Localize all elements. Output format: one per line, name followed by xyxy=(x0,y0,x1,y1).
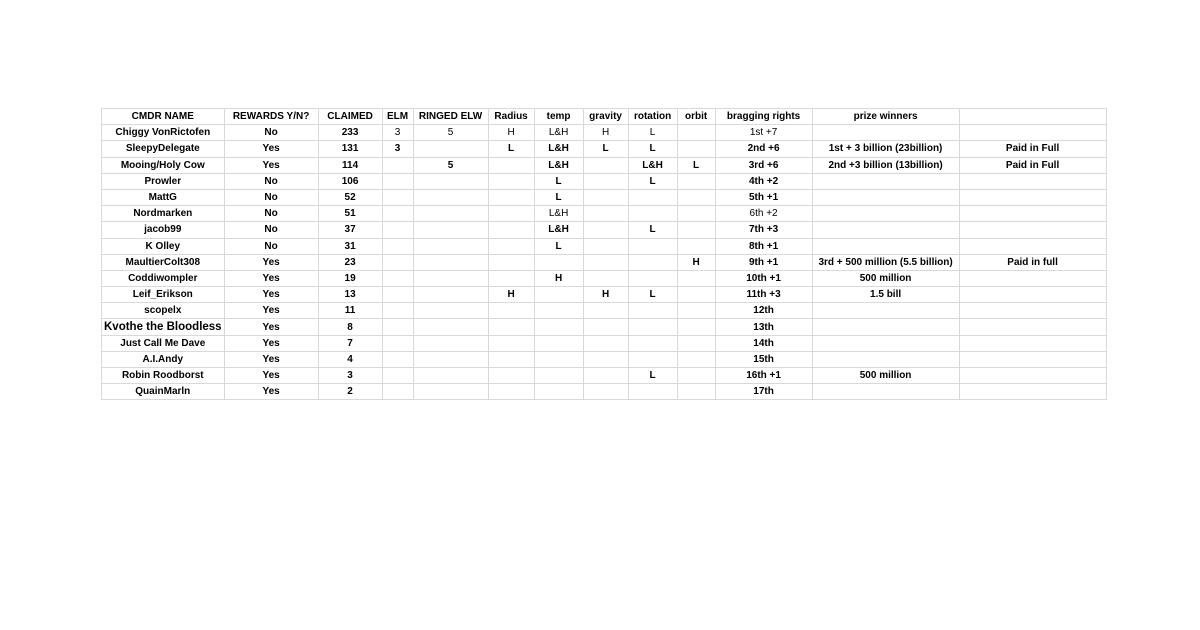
paid-status-cell[interactable] xyxy=(959,287,1106,303)
table-body xyxy=(102,125,1107,400)
cmdr-name-cell[interactable]: Just Call Me Dave xyxy=(102,335,225,351)
elm-cell[interactable] xyxy=(382,157,413,173)
rewards-cell[interactable]: Yes xyxy=(224,368,318,384)
claimed-cell[interactable]: 131 xyxy=(318,141,382,157)
gravity-cell[interactable] xyxy=(583,238,628,254)
rotation-cell[interactable] xyxy=(628,238,677,254)
ringed-elw-cell[interactable] xyxy=(413,206,488,222)
rotation-cell[interactable]: L xyxy=(628,222,677,238)
rewards-cell[interactable]: No xyxy=(224,222,318,238)
prize-winners-cell[interactable] xyxy=(812,125,959,141)
header-cmdr-name[interactable]: CMDR NAME xyxy=(102,109,225,125)
cmdr-name-cell[interactable]: jacob99 xyxy=(102,222,225,238)
cmdr-name-cell[interactable]: Nordmarken xyxy=(102,206,225,222)
table-row xyxy=(102,157,1107,173)
orbit-cell[interactable] xyxy=(677,384,715,400)
table-row xyxy=(102,368,1107,384)
claimed-cell[interactable]: 19 xyxy=(318,270,382,286)
gravity-cell[interactable]: H xyxy=(583,287,628,303)
orbit-cell[interactable] xyxy=(677,206,715,222)
bragging-rights-cell[interactable]: 12th xyxy=(715,303,812,319)
orbit-cell[interactable] xyxy=(677,335,715,351)
rotation-cell[interactable]: L xyxy=(628,125,677,141)
table-row xyxy=(102,351,1107,367)
elm-cell[interactable] xyxy=(382,335,413,351)
temp-cell[interactable] xyxy=(534,384,583,400)
claimed-cell[interactable]: 31 xyxy=(318,238,382,254)
claimed-cell[interactable]: 7 xyxy=(318,335,382,351)
temp-cell[interactable]: L&H xyxy=(534,222,583,238)
orbit-cell[interactable] xyxy=(677,222,715,238)
ringed-elw-cell[interactable] xyxy=(413,384,488,400)
table-row xyxy=(102,270,1107,286)
paid-status-cell[interactable] xyxy=(959,368,1106,384)
rewards-cell[interactable]: Yes xyxy=(224,287,318,303)
temp-cell[interactable] xyxy=(534,335,583,351)
temp-cell[interactable]: L&H xyxy=(534,206,583,222)
claimed-cell[interactable]: 52 xyxy=(318,189,382,205)
ringed-elw-cell[interactable] xyxy=(413,351,488,367)
table-row xyxy=(102,287,1107,303)
temp-cell[interactable] xyxy=(534,287,583,303)
bragging-rights-cell[interactable]: 6th +2 xyxy=(715,206,812,222)
ringed-elw-cell[interactable] xyxy=(413,189,488,205)
prize-winners-cell[interactable] xyxy=(812,319,959,335)
elm-cell[interactable] xyxy=(382,222,413,238)
cmdr-name-cell[interactable]: Leif_Erikson xyxy=(102,287,225,303)
prize-winners-cell[interactable] xyxy=(812,206,959,222)
rewards-cell[interactable]: Yes xyxy=(224,384,318,400)
rotation-cell[interactable]: L xyxy=(628,287,677,303)
bragging-rights-cell[interactable]: 5th +1 xyxy=(715,189,812,205)
rotation-cell[interactable] xyxy=(628,351,677,367)
elm-cell[interactable] xyxy=(382,384,413,400)
paid-status-cell[interactable] xyxy=(959,335,1106,351)
prize-winners-cell[interactable] xyxy=(812,238,959,254)
claimed-cell[interactable]: 3 xyxy=(318,368,382,384)
elm-cell[interactable] xyxy=(382,319,413,335)
table-row xyxy=(102,319,1107,335)
gravity-cell[interactable]: L xyxy=(583,141,628,157)
gravity-cell[interactable] xyxy=(583,384,628,400)
ringed-elw-cell[interactable] xyxy=(413,173,488,189)
header-radius[interactable]: Radius xyxy=(488,109,534,125)
ringed-elw-cell[interactable] xyxy=(413,335,488,351)
bragging-rights-cell[interactable]: 13th xyxy=(715,319,812,335)
bragging-rights-cell[interactable]: 10th +1 xyxy=(715,270,812,286)
rotation-cell[interactable]: L xyxy=(628,173,677,189)
cmdr-name-cell[interactable]: MattG xyxy=(102,189,225,205)
radius-cell[interactable] xyxy=(488,157,534,173)
orbit-cell[interactable] xyxy=(677,270,715,286)
header-bragging-rights[interactable]: bragging rights xyxy=(715,109,812,125)
radius-cell[interactable] xyxy=(488,368,534,384)
paid-status-cell[interactable] xyxy=(959,125,1106,141)
table-row xyxy=(102,384,1107,400)
elm-cell[interactable] xyxy=(382,351,413,367)
ringed-elw-cell[interactable] xyxy=(413,141,488,157)
radius-cell[interactable] xyxy=(488,303,534,319)
ringed-elw-cell[interactable] xyxy=(413,303,488,319)
claimed-cell[interactable]: 37 xyxy=(318,222,382,238)
paid-status-cell[interactable]: Paid in Full xyxy=(959,157,1106,173)
table-row xyxy=(102,335,1107,351)
ringed-elw-cell[interactable] xyxy=(413,270,488,286)
claimed-cell[interactable]: 51 xyxy=(318,206,382,222)
paid-status-cell[interactable] xyxy=(959,303,1106,319)
orbit-cell[interactable] xyxy=(677,287,715,303)
paid-status-cell[interactable] xyxy=(959,319,1106,335)
orbit-cell[interactable] xyxy=(677,351,715,367)
elm-cell[interactable] xyxy=(382,206,413,222)
elm-cell[interactable] xyxy=(382,173,413,189)
rotation-cell[interactable] xyxy=(628,206,677,222)
bragging-rights-cell[interactable]: 8th +1 xyxy=(715,238,812,254)
elm-cell[interactable]: 3 xyxy=(382,125,413,141)
bragging-rights-cell[interactable]: 2nd +6 xyxy=(715,141,812,157)
table-row xyxy=(102,206,1107,222)
cmdr-name-cell[interactable]: Robin Roodborst xyxy=(102,368,225,384)
gravity-cell[interactable] xyxy=(583,368,628,384)
rotation-cell[interactable] xyxy=(628,303,677,319)
prize-winners-cell[interactable]: 500 million xyxy=(812,270,959,286)
rewards-cell[interactable]: Yes xyxy=(224,335,318,351)
rotation-cell[interactable] xyxy=(628,319,677,335)
ringed-elw-cell[interactable] xyxy=(413,238,488,254)
rewards-cell[interactable]: No xyxy=(224,189,318,205)
table-row xyxy=(102,141,1107,157)
elm-cell[interactable] xyxy=(382,287,413,303)
prize-winners-cell[interactable] xyxy=(812,384,959,400)
cmdr-name-cell[interactable]: K Olley xyxy=(102,238,225,254)
header-ringed-elw[interactable]: RINGED ELW xyxy=(413,109,488,125)
gravity-cell[interactable] xyxy=(583,206,628,222)
radius-cell[interactable] xyxy=(488,254,534,270)
cmdr-name-cell[interactable]: SleepyDelegate xyxy=(102,141,225,157)
header-row-group xyxy=(102,109,1107,125)
radius-cell[interactable]: H xyxy=(488,287,534,303)
temp-cell[interactable]: L&H xyxy=(534,125,583,141)
cmdr-name-cell[interactable]: Prowler xyxy=(102,173,225,189)
spreadsheet-table xyxy=(101,108,1107,400)
bragging-rights-cell[interactable]: 3rd +6 xyxy=(715,157,812,173)
paid-status-cell[interactable]: Paid in Full xyxy=(959,141,1106,157)
radius-cell[interactable] xyxy=(488,206,534,222)
cmdr-name-cell[interactable]: scopelx xyxy=(102,303,225,319)
radius-cell[interactable] xyxy=(488,335,534,351)
radius-cell[interactable]: H xyxy=(488,125,534,141)
gravity-cell[interactable] xyxy=(583,335,628,351)
rewards-cell[interactable]: Yes xyxy=(224,157,318,173)
prize-winners-cell[interactable] xyxy=(812,335,959,351)
header-prize-winners[interactable]: prize winners xyxy=(812,109,959,125)
elm-cell[interactable] xyxy=(382,270,413,286)
header-rotation[interactable]: rotation xyxy=(628,109,677,125)
ringed-elw-cell[interactable] xyxy=(413,254,488,270)
orbit-cell[interactable] xyxy=(677,141,715,157)
gravity-cell[interactable] xyxy=(583,270,628,286)
rewards-cell[interactable]: Yes xyxy=(224,319,318,335)
elm-cell[interactable] xyxy=(382,189,413,205)
cmdr-name-cell[interactable]: Kvothe the Bloodless xyxy=(102,319,225,335)
gravity-cell[interactable] xyxy=(583,189,628,205)
orbit-cell[interactable] xyxy=(677,319,715,335)
ringed-elw-cell[interactable] xyxy=(413,222,488,238)
orbit-cell[interactable] xyxy=(677,303,715,319)
claimed-cell[interactable]: 114 xyxy=(318,157,382,173)
ringed-elw-cell[interactable]: 5 xyxy=(413,125,488,141)
prize-winners-cell[interactable] xyxy=(812,222,959,238)
rewards-cell[interactable]: Yes xyxy=(224,141,318,157)
orbit-cell[interactable] xyxy=(677,368,715,384)
table-row xyxy=(102,254,1107,270)
claimed-cell[interactable]: 4 xyxy=(318,351,382,367)
temp-cell[interactable]: L xyxy=(534,189,583,205)
radius-cell[interactable] xyxy=(488,173,534,189)
bragging-rights-cell[interactable]: 9th +1 xyxy=(715,254,812,270)
radius-cell[interactable] xyxy=(488,384,534,400)
prize-winners-cell[interactable] xyxy=(812,189,959,205)
paid-status-cell[interactable] xyxy=(959,189,1106,205)
paid-status-cell[interactable] xyxy=(959,238,1106,254)
temp-cell[interactable] xyxy=(534,368,583,384)
gravity-cell[interactable]: H xyxy=(583,125,628,141)
bragging-rights-cell[interactable]: 11th +3 xyxy=(715,287,812,303)
prize-winners-cell[interactable] xyxy=(812,303,959,319)
paid-status-cell[interactable] xyxy=(959,270,1106,286)
header-gravity[interactable]: gravity xyxy=(583,109,628,125)
prize-winners-cell[interactable]: 500 million xyxy=(812,368,959,384)
radius-cell[interactable] xyxy=(488,189,534,205)
bragging-rights-cell[interactable]: 16th +1 xyxy=(715,368,812,384)
rotation-cell[interactable]: L xyxy=(628,141,677,157)
orbit-cell[interactable]: H xyxy=(677,254,715,270)
temp-cell[interactable]: L xyxy=(534,238,583,254)
table-row xyxy=(102,173,1107,189)
elm-cell[interactable] xyxy=(382,238,413,254)
rotation-cell[interactable] xyxy=(628,384,677,400)
claimed-cell[interactable]: 106 xyxy=(318,173,382,189)
ringed-elw-cell[interactable] xyxy=(413,319,488,335)
temp-cell[interactable]: L&H xyxy=(534,141,583,157)
gravity-cell[interactable] xyxy=(583,157,628,173)
bragging-rights-cell[interactable]: 17th xyxy=(715,384,812,400)
orbit-cell[interactable] xyxy=(677,125,715,141)
header-blank[interactable] xyxy=(959,109,1106,125)
orbit-cell[interactable] xyxy=(677,189,715,205)
table-row xyxy=(102,238,1107,254)
rewards-cell[interactable]: No xyxy=(224,238,318,254)
orbit-cell[interactable] xyxy=(677,173,715,189)
bragging-rights-cell[interactable]: 15th xyxy=(715,351,812,367)
ringed-elw-cell[interactable] xyxy=(413,287,488,303)
claimed-cell[interactable]: 11 xyxy=(318,303,382,319)
elm-cell[interactable] xyxy=(382,303,413,319)
elm-cell[interactable] xyxy=(382,254,413,270)
rewards-cell[interactable]: No xyxy=(224,206,318,222)
paid-status-cell[interactable] xyxy=(959,222,1106,238)
claimed-cell[interactable]: 233 xyxy=(318,125,382,141)
header-claimed[interactable]: CLAIMED xyxy=(318,109,382,125)
cmdr-name-cell[interactable]: MaultierColt308 xyxy=(102,254,225,270)
gravity-cell[interactable] xyxy=(583,319,628,335)
gravity-cell[interactable] xyxy=(583,254,628,270)
rotation-cell[interactable] xyxy=(628,254,677,270)
rotation-cell[interactable]: L&H xyxy=(628,157,677,173)
rewards-cell[interactable]: Yes xyxy=(224,254,318,270)
prize-winners-cell[interactable] xyxy=(812,173,959,189)
radius-cell[interactable]: L xyxy=(488,141,534,157)
table-row xyxy=(102,189,1107,205)
bragging-rights-cell[interactable]: 1st +7 xyxy=(715,125,812,141)
temp-cell[interactable] xyxy=(534,254,583,270)
elm-cell[interactable]: 3 xyxy=(382,141,413,157)
radius-cell[interactable] xyxy=(488,351,534,367)
paid-status-cell[interactable] xyxy=(959,351,1106,367)
rewards-cell[interactable]: Yes xyxy=(224,270,318,286)
cmdr-name-cell[interactable]: QuainMarln xyxy=(102,384,225,400)
gravity-cell[interactable] xyxy=(583,303,628,319)
claimed-cell[interactable]: 23 xyxy=(318,254,382,270)
table-row xyxy=(102,222,1107,238)
header-elm[interactable]: ELM xyxy=(382,109,413,125)
table-row xyxy=(102,125,1107,141)
claimed-cell[interactable]: 13 xyxy=(318,287,382,303)
prize-winners-cell[interactable]: 2nd +3 billion (13billion) xyxy=(812,157,959,173)
rotation-cell[interactable]: L xyxy=(628,368,677,384)
radius-cell[interactable] xyxy=(488,222,534,238)
header-row xyxy=(102,109,1107,125)
radius-cell[interactable] xyxy=(488,238,534,254)
table-row xyxy=(102,303,1107,319)
rewards-cell[interactable]: Yes xyxy=(224,351,318,367)
cmdr-name-cell[interactable]: Chiggy VonRictofen xyxy=(102,125,225,141)
radius-cell[interactable] xyxy=(488,319,534,335)
rewards-cell[interactable]: No xyxy=(224,173,318,189)
paid-status-cell[interactable] xyxy=(959,173,1106,189)
cmdr-name-cell[interactable]: Coddiwompler xyxy=(102,270,225,286)
radius-cell[interactable] xyxy=(488,270,534,286)
bragging-rights-cell[interactable]: 14th xyxy=(715,335,812,351)
cmdr-name-cell[interactable]: Mooing/Holy Cow xyxy=(102,157,225,173)
temp-cell[interactable]: L xyxy=(534,173,583,189)
temp-cell[interactable] xyxy=(534,351,583,367)
prize-winners-cell[interactable]: 3rd + 500 million (5.5 billion) xyxy=(812,254,959,270)
temp-cell[interactable]: L&H xyxy=(534,157,583,173)
orbit-cell[interactable] xyxy=(677,238,715,254)
temp-cell[interactable] xyxy=(534,303,583,319)
ringed-elw-cell[interactable]: 5 xyxy=(413,157,488,173)
paid-status-cell[interactable]: Paid in full xyxy=(959,254,1106,270)
temp-cell[interactable]: H xyxy=(534,270,583,286)
gravity-cell[interactable] xyxy=(583,222,628,238)
paid-status-cell[interactable] xyxy=(959,206,1106,222)
paid-status-cell[interactable] xyxy=(959,384,1106,400)
prize-winners-cell[interactable] xyxy=(812,351,959,367)
elm-cell[interactable] xyxy=(382,368,413,384)
claimed-cell[interactable]: 8 xyxy=(318,319,382,335)
prize-winners-cell[interactable]: 1.5 bill xyxy=(812,287,959,303)
header-rewards[interactable]: REWARDS Y/N? xyxy=(224,109,318,125)
prize-winners-cell[interactable]: 1st + 3 billion (23billion) xyxy=(812,141,959,157)
rotation-cell[interactable] xyxy=(628,335,677,351)
rotation-cell[interactable] xyxy=(628,189,677,205)
rewards-cell[interactable]: No xyxy=(224,125,318,141)
orbit-cell[interactable]: L xyxy=(677,157,715,173)
gravity-cell[interactable] xyxy=(583,351,628,367)
bragging-rights-cell[interactable]: 4th +2 xyxy=(715,173,812,189)
ringed-elw-cell[interactable] xyxy=(413,368,488,384)
gravity-cell[interactable] xyxy=(583,173,628,189)
claimed-cell[interactable]: 2 xyxy=(318,384,382,400)
rotation-cell[interactable] xyxy=(628,270,677,286)
temp-cell[interactable] xyxy=(534,319,583,335)
header-orbit[interactable]: orbit xyxy=(677,109,715,125)
header-temp[interactable]: temp xyxy=(534,109,583,125)
cmdr-name-cell[interactable]: A.I.Andy xyxy=(102,351,225,367)
bragging-rights-cell[interactable]: 7th +3 xyxy=(715,222,812,238)
rewards-cell[interactable]: Yes xyxy=(224,303,318,319)
